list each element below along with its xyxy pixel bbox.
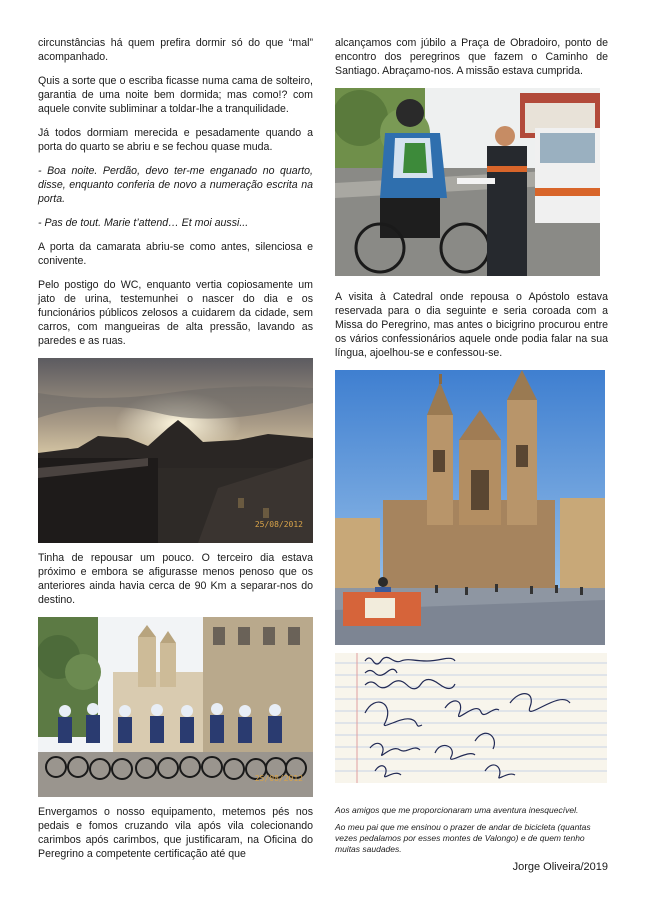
signatures-note-photo [335, 653, 607, 783]
dedication-caption-father: Ao meu pai que me ensinou o prazer de andar de bicicleta (quantas vezes pedalamos por esses montes de Valongo) e de quem tenho muitas saudades. [335, 822, 591, 854]
cathedral-photo [335, 370, 605, 645]
right-paragraph-2: A visita à Catedral onde repousa o Apóstolo estava reservada para o dia seguinte e seria coroada com a Missa do Peregrino, mas antes o bicigrino procurou entre os vários confessionários aquele onde podia falar na sua língua, ajoelhou-se e confessou-se. [335, 291, 608, 359]
right-column [335, 36, 608, 873]
left-paragraph-6: A porta da camarata abriu-se como antes, silenciosa e conivente. [38, 241, 313, 267]
author-signature-line: Jorge Oliveira/2019 [512, 861, 608, 873]
photo-date-stamp: 25/08/2012 [254, 774, 303, 783]
right-paragraph-1: alcançamos com júbilo a Praça de Obradoiro, ponto de encontro dos peregrinos que fazem o Caminho de Santiago. Abraçamo-nos. A missão estava cumprida. [335, 37, 608, 77]
cyclists-group-photo [38, 617, 313, 797]
left-paragraph-1: circunstâncias há quem prefira dormir só do que “mal” acompanhado. [38, 37, 313, 63]
left-paragraph-2: Quis a sorte que o escriba ficasse numa cama de solteiro, garantia de uma noite bem dormida; mas como!? com aquele convite subliminar a toldar-lhe a tranquilidade. [38, 75, 313, 115]
left-paragraph-9: Envergamos o nosso equipamento, metemos pés nos pedais e fomos cruzando vila após vila colecionando carimbos após carimbos, que justificaram, na Oficina do Peregrino a competente certificação até que [38, 806, 313, 860]
left-column [38, 36, 313, 871]
left-paragraph-3: Já todos dormiam merecida e pesadamente quando a porta do quarto se abriu e se fechou quase muda. [38, 127, 313, 153]
sunrise-rooftops-photo [38, 358, 313, 543]
left-paragraph-5: - Pas de tout. Marie t’attend… Et moi aussi... [38, 217, 249, 229]
left-paragraph-4: - Boa noite. Perdão, devo ter-me enganado no quarto, disse, enquanto conferia de novo a numeração escrita na porta. [38, 165, 313, 205]
photo-date-stamp: 25/08/2012 [254, 520, 303, 529]
cyclist-checkpoint-photo [335, 88, 600, 276]
left-paragraph-8: Tinha de repousar um pouco. O terceiro dia estava próximo e embora se afigurasse menos penoso que os anteriores ainda havia cerca de 90 Km a separar-nos do destino. [38, 552, 313, 606]
dedication-caption-friends: Aos amigos que me proporcionaram uma aventura inesquecível. [335, 805, 579, 815]
left-paragraph-7: Pelo postigo do WC, enquanto vertia copiosamente um jato de urina, testemunhei o nascer do dia e os funcionários públicos zelosos a cuidarem da cidade, sem carros, com mangueiras de alta pressão, lavando as paredes e as ruas. [38, 279, 313, 347]
